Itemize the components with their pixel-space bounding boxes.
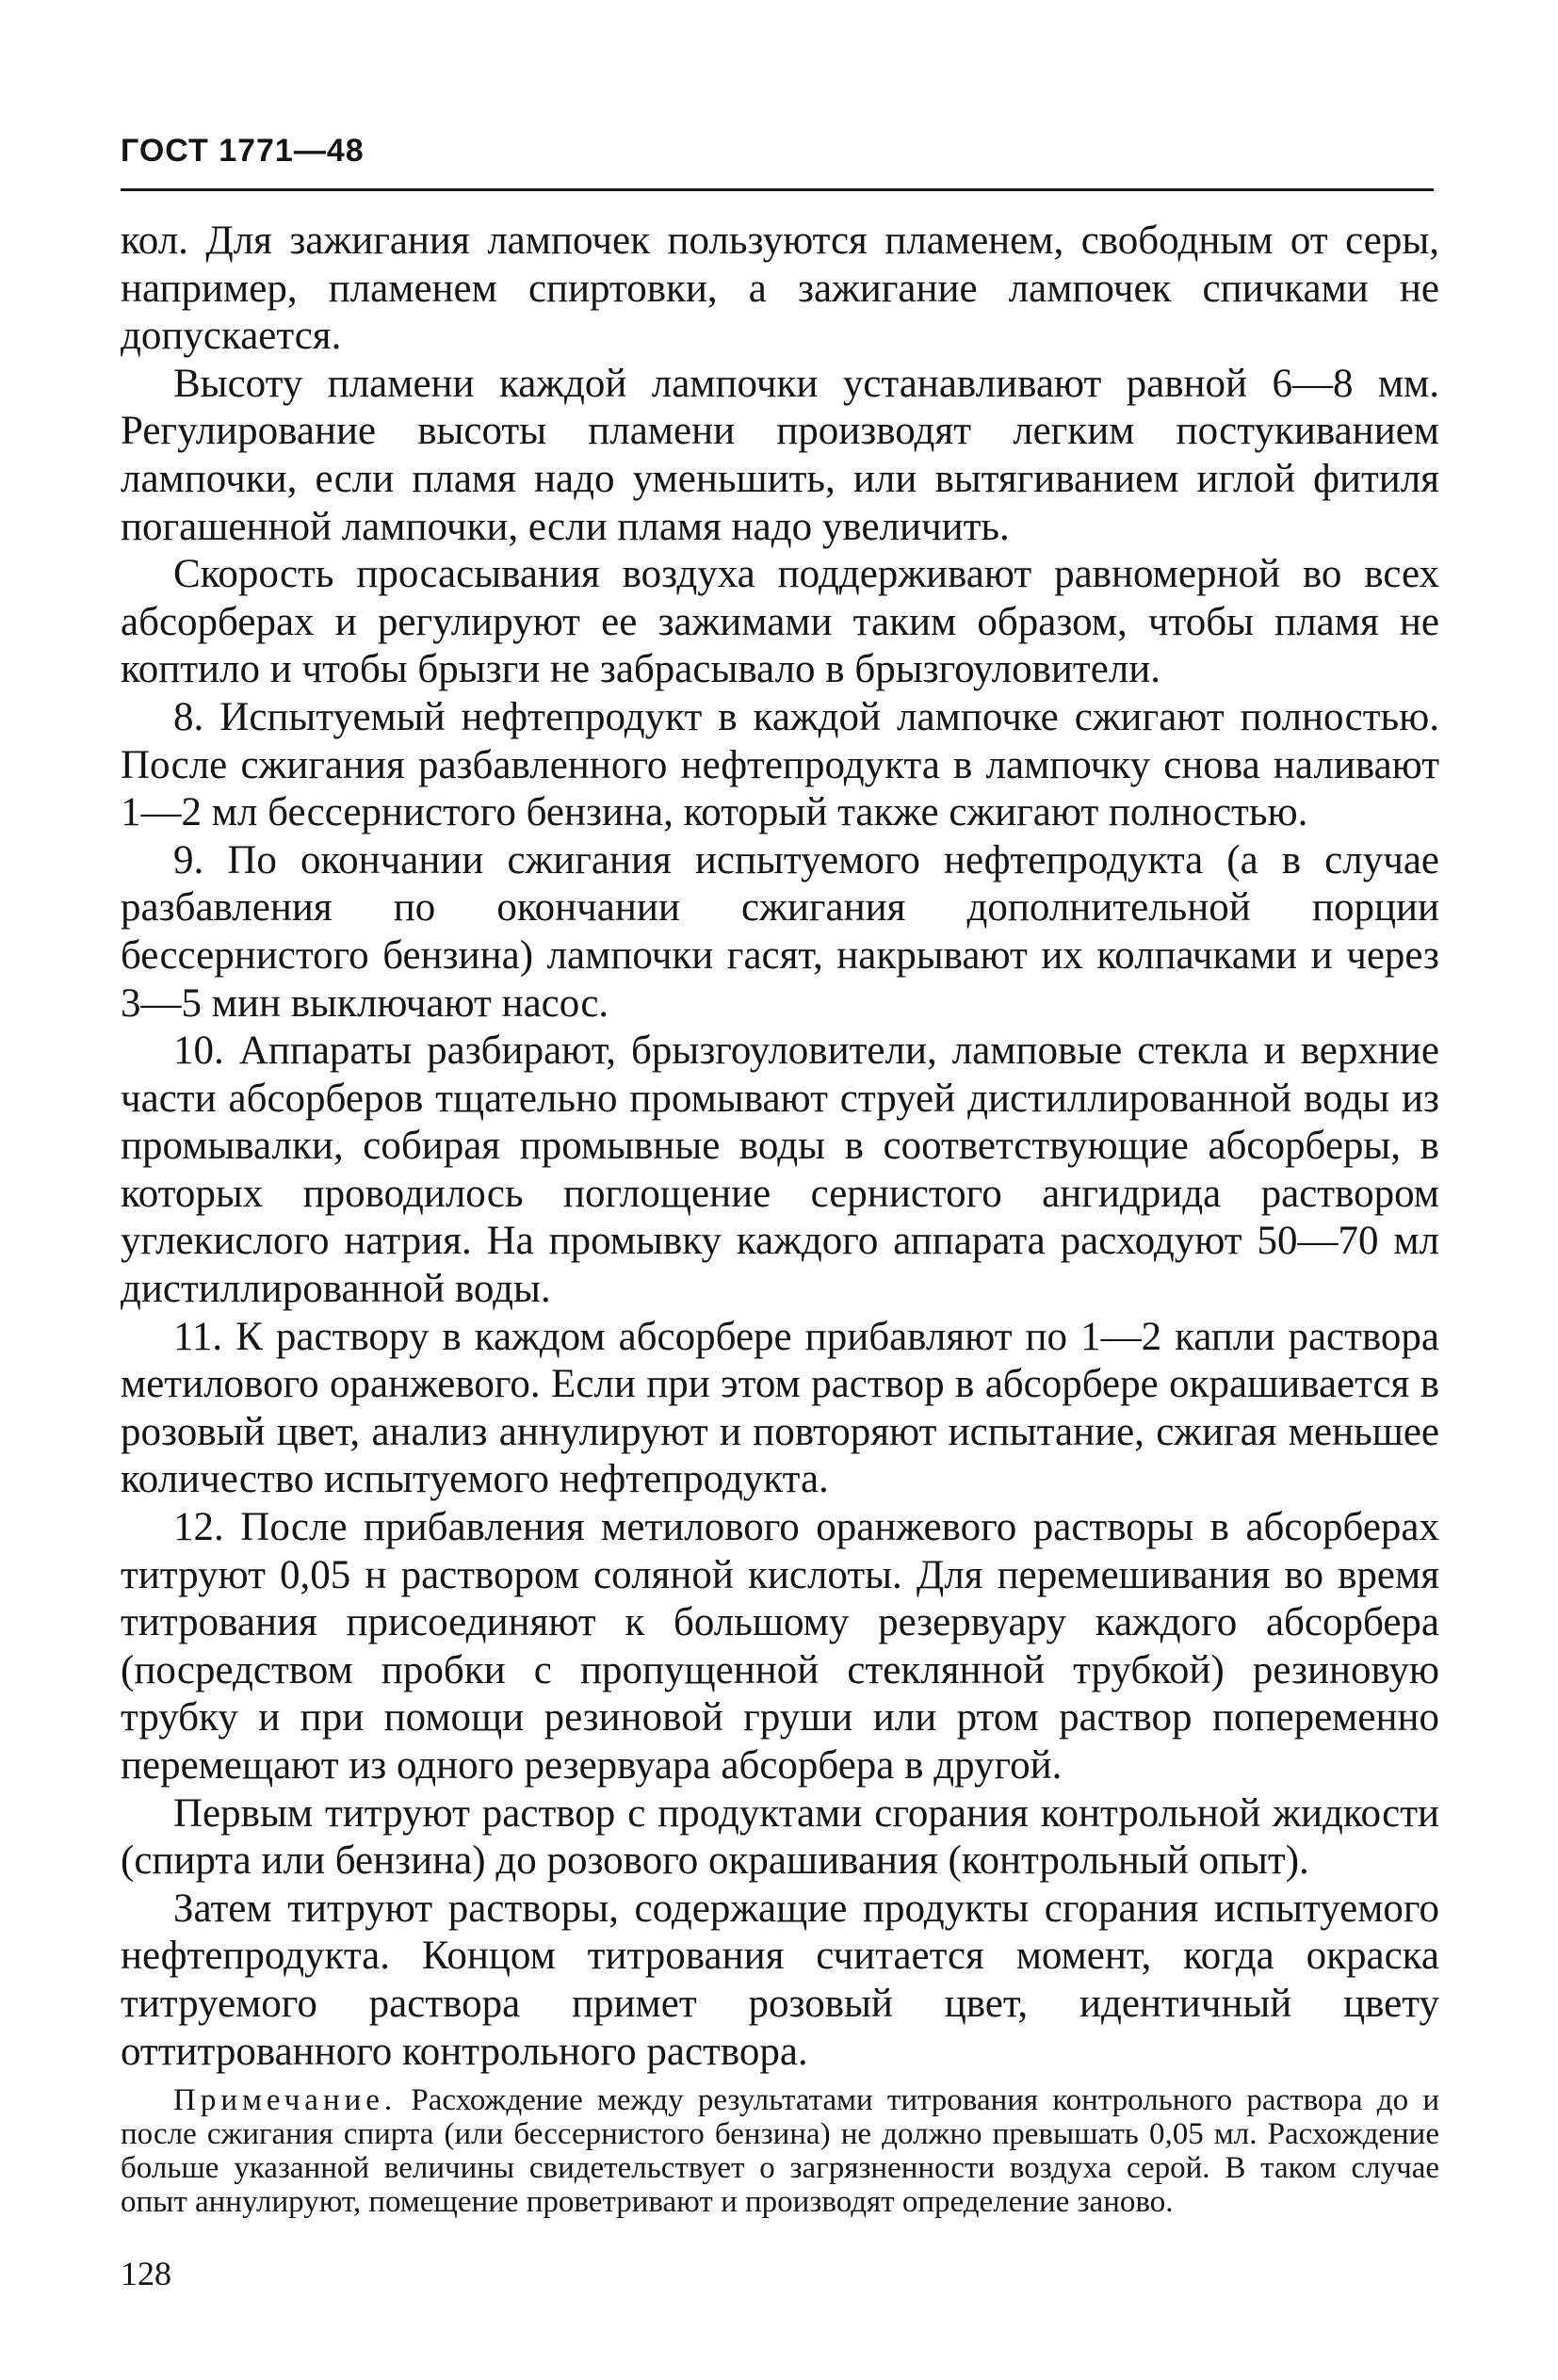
paragraph-step-8: 8. Испытуемый нефтепродукт в каждой лампочке сжигают полностью. После сжигания разбавленного нефтепродукта в лампочку снова наливают 1—2 мл бессернистого бензина, который также сжигают полностью. — [121, 694, 1439, 835]
paragraph-step-11: 11. К раствору в каждом абсорбере прибавляют по 1—2 капли раствора метилового оранжевого. Если при этом раствор в абсорбере окрашивается в розовый цвет, анализ аннулируют и повторяют испытание, сжигая меньшее количество испытуемого нефтепродукта. — [121, 1314, 1439, 1502]
header-rule — [121, 188, 1434, 191]
paragraph-step-10: 10. Аппараты разбирают, брызгоуловители, ламповые стекла и верхние части абсорберов тщательно промывают струей дистиллированной воды из промывалки, собирая промывные воды в соответствующие абсорберы, в которых проводилось поглощение сернистого ангидрида раствором углекислого натрия. На промывку каждого аппарата расходуют 50—70 мл дистиллированной воды. — [121, 1028, 1439, 1312]
page — [121, 132, 1439, 2219]
note-label: Примечание. — [173, 2083, 398, 2118]
paragraph-air-speed: Скорость просасывания воздуха поддерживают равномерной во всех абсорберах и регулируют ее зажимами таким образом, чтобы пламя не коптило и чтобы брызги не забрасывало в брызгоуловители. — [121, 552, 1439, 692]
note — [121, 2083, 1439, 2219]
paragraph-continuation: кол. Для зажигания лампочек пользуются пламенем, свободным от серы, например, пламенем спиртовки, а зажигание лампочек спичками не допускается. — [121, 219, 1439, 359]
paragraph-step-12: 12. После прибавления метилового оранжевого растворы в абсорберах титруют 0,05 н раствором соляной кислоты. Для перемешивания во время титрования присоединяют к большому резервуару каждого абсорбера (посредством пробки с пропущенной стеклянной трубкой) резиновую трубку и при помощи резиновой груши или ртом раствор попеременно перемещают из одного резервуара абсорбера в другой. — [121, 1505, 1439, 1788]
running-head: ГОСТ 1771—48 — [121, 133, 365, 169]
paragraph-step-9: 9. По окончании сжигания испытуемого нефтепродукта (а в случае разбавления по окончании сжигания дополнительной порции бессернистого бензина) лампочки гасят, накрывают их колпачками и через 3—5 мин выключают насос. — [121, 837, 1439, 1026]
paragraph-flame-height: Высоту пламени каждой лампочки устанавливают равной 6—8 мм. Регулирование высоты пламени производят легким постукиванием лампочки, если пламя надо уменьшить, или вытягиванием иглой фитиля погашенной лампочки, если пламя надо увеличить. — [121, 361, 1439, 549]
page-number: 128 — [121, 2255, 171, 2292]
note-text: Расхождение между результатами титрования контрольного раствора до и после сжигания спирта (или бессернистого бензина) не должно превышать 0,05 мл. Расхождение больше указанной величины свидетельствует о загрязненности воздуха серой. В таком случае опыт аннулируют, помещение проветривают и производят определение заново. — [121, 2083, 1439, 2220]
note-paragraph — [121, 2083, 1439, 2219]
paragraph-control-titration: Первым титруют раствор с продуктами сгорания контрольной жидкости (спирта или бензина) до розового окрашивания (контрольный опыт). — [121, 1790, 1439, 1884]
paragraph-sample-titration: Затем титруют растворы, содержащие продукты сгорания испытуемого нефтепродукта. Концом титрования считается момент, когда окраска титруемого раствора примет розовый цвет, идентичный цвету оттитрованного контрольного раствора. — [121, 1886, 1439, 2074]
body-text — [121, 218, 1439, 2076]
